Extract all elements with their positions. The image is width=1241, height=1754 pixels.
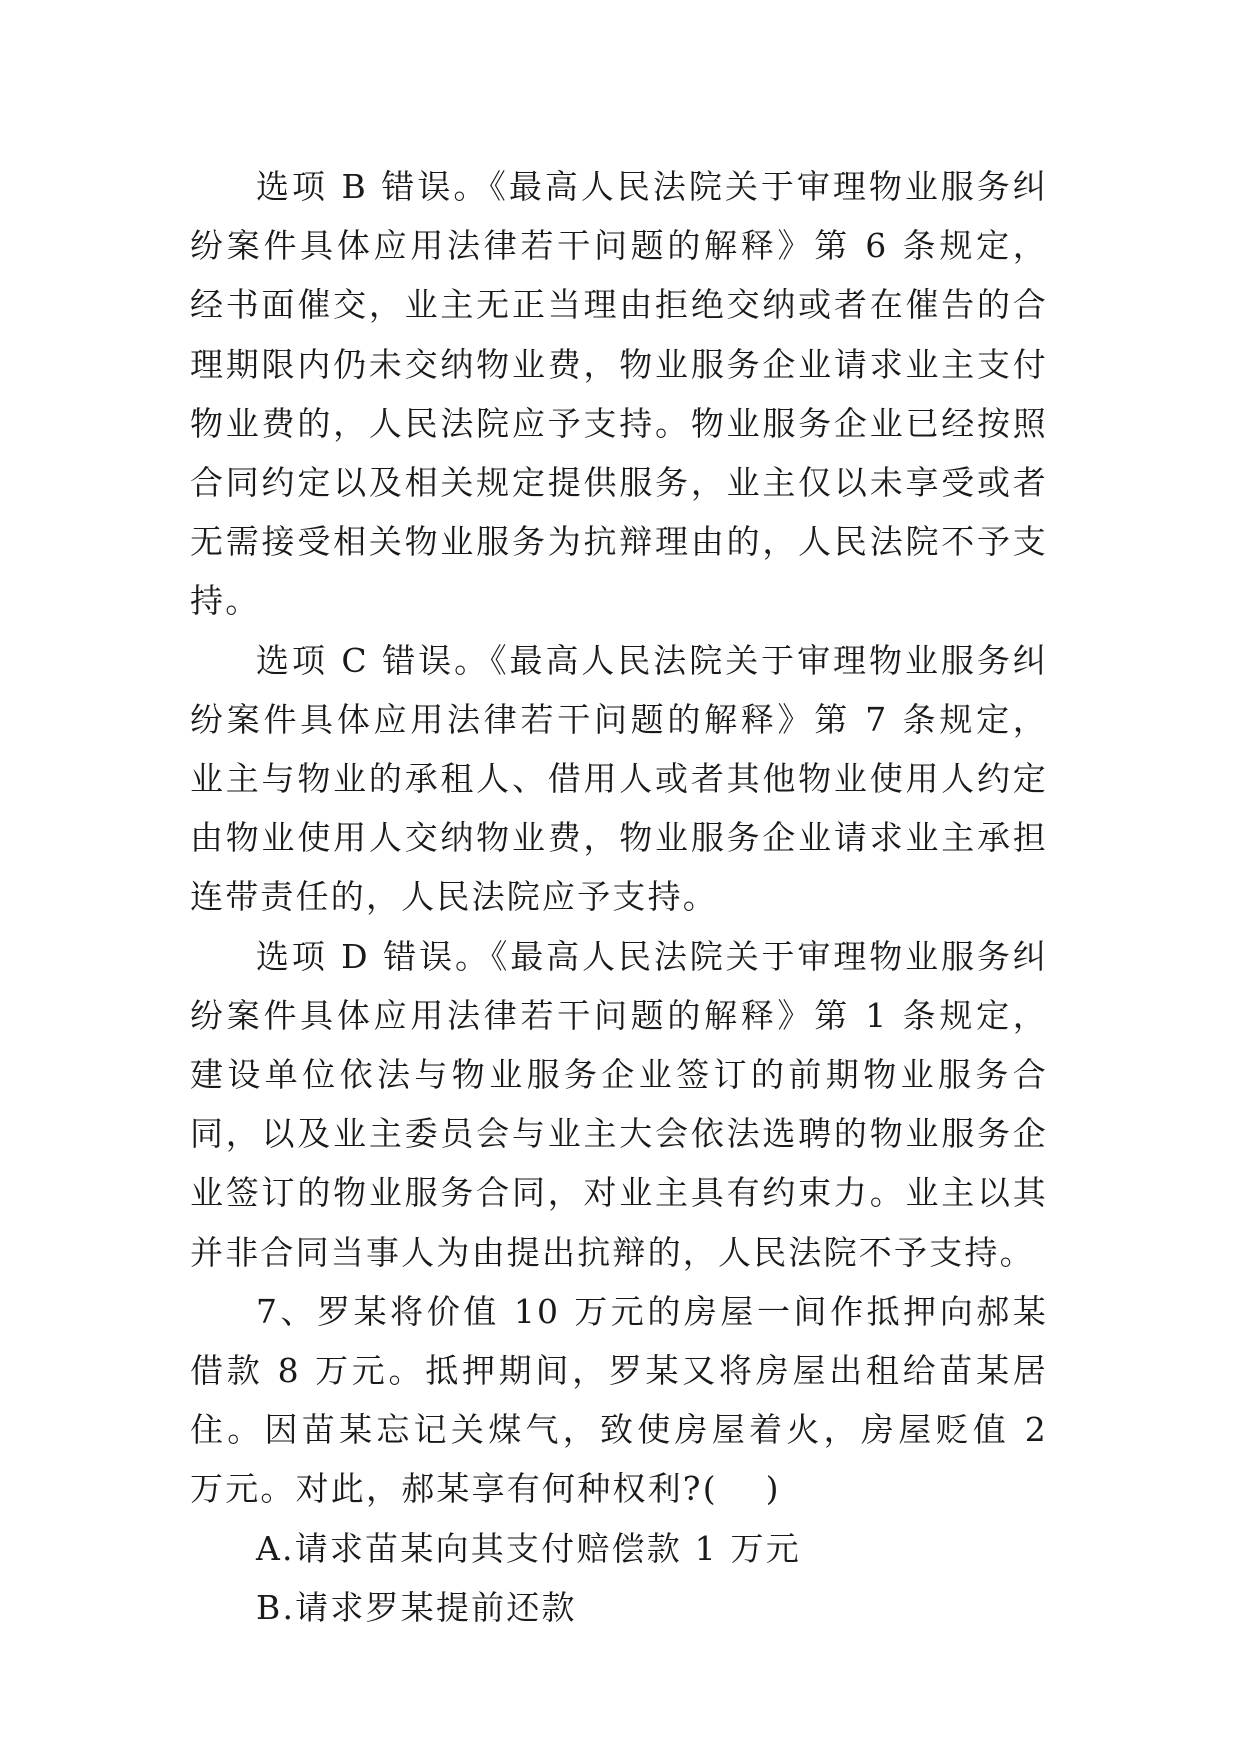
question-7-option-b: B.请求罗某提前还款 xyxy=(256,1587,577,1627)
document-page xyxy=(190,157,1048,1637)
paragraph-option-c-explanation: 选项 C 错误。《最高人民法院关于审理物业服务纠纷案件具体应用法律若干问题的解释》第 7 条规定，业主与物业的承租人、借用人或者其他物业使用人约定由物业使用人交纳物业费，物业服务企业请求业主承担连带责任的，人民法院应予支持。 xyxy=(190,640,1048,917)
question-7-stem: 7、罗某将价值 10 万元的房屋一间作抵押向郝某借款 8 万元。抵押期间，罗某又将房屋出租给苗某居住。因苗某忘记关煤气，致使房屋着火，房屋贬值 2 万元。对此，郝某享有何种权利?( ) xyxy=(190,1291,1048,1509)
paragraph-option-d-explanation: 选项 D 错误。《最高人民法院关于审理物业服务纠纷案件具体应用法律若干问题的解释》第 1 条规定，建设单位依法与物业服务企业签订的前期物业服务合同，以及业主委员会与业主大会依法选聘的物业服务企业签订的物业服务合同，对业主具有约束力。业主以其并非合同当事人为由提出抗辩的，人民法院不予支持。 xyxy=(190,936,1048,1272)
paragraph-option-b-explanation: 选项 B 错误。《最高人民法院关于审理物业服务纠纷案件具体应用法律若干问题的解释》第 6 条规定，经书面催交，业主无正当理由拒绝交纳或者在催告的合理期限内仍未交纳物业费，物业服务企业请求业主支付物业费的，人民法院应予支持。物业服务企业已经按照合同约定以及相关规定提供服务，业主仅以未享受或者无需接受相关物业服务为抗辩理由的，人民法院不予支持。 xyxy=(190,167,1048,621)
question-7-option-a: A.请求苗某向其支付赔偿款 1 万元 xyxy=(256,1528,801,1568)
